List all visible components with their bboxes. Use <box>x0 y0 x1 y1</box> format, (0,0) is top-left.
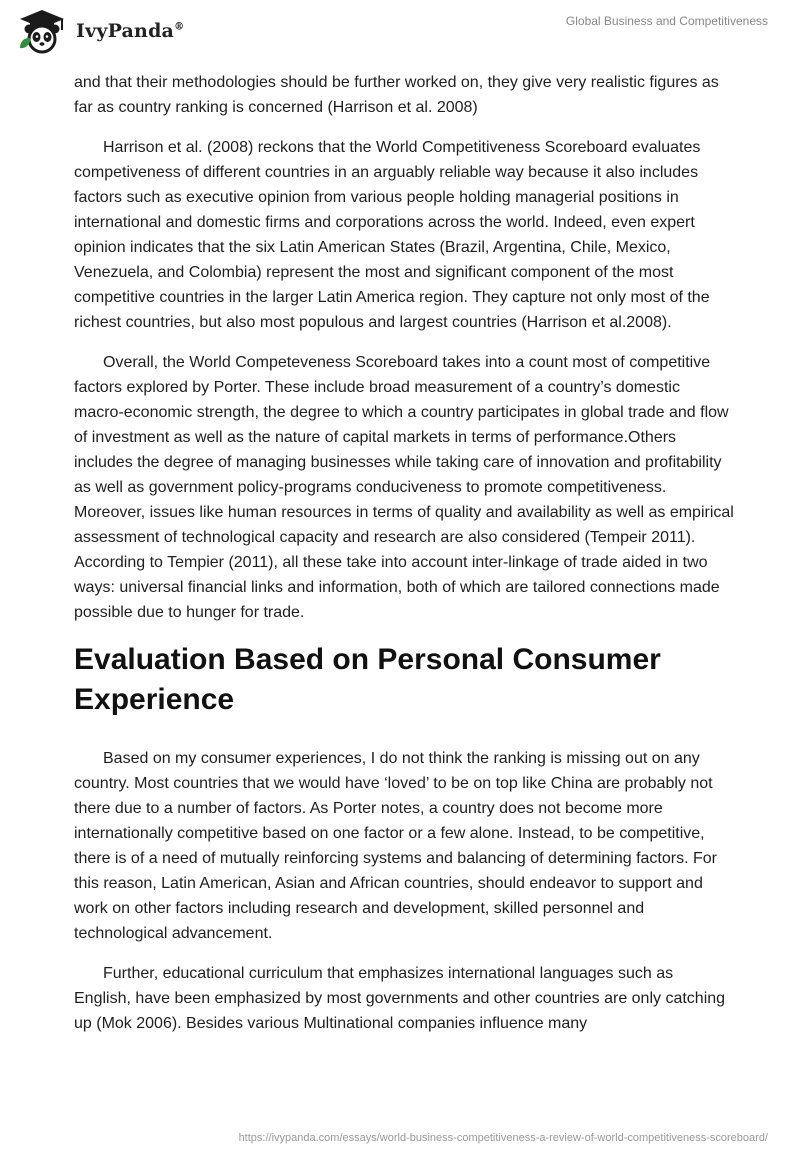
section-heading: Evaluation Based on Personal Consumer Experience <box>74 643 661 716</box>
page-header <box>0 0 800 70</box>
essay-content <box>74 70 734 1051</box>
paragraph-further: Further, educational curriculum that emphasizes international languages such as English, have been emphasized by most governments and other countries are only catching up (Mok 2006). Besides various Multinational companies influence many <box>74 965 726 1032</box>
ivypanda-logo[interactable] <box>16 8 184 54</box>
brand-name: IvyPanda® <box>76 20 185 42</box>
source-url[interactable]: https://ivypanda.com/essays/world-business-competitiveness-a-review-of-world-competitiveness-scoreboard/ <box>238 1132 768 1144</box>
paragraph-continued: and that their methodologies should be further worked on, they give very realistic figures as far as country ranking is concerned (Harrison et al. 2008) <box>74 74 719 116</box>
panda-graduation-icon <box>16 8 68 54</box>
paragraph-consumer-experience: Based on my consumer experiences, I do not think the ranking is missing out on any country. Most countries that we would have ‘loved’ to be on top like China are probably not there due to a number of factors. As Porter notes, a country does not become more internationally competitive based on one factor or a few alone. Instead, to be competitive, there is of a need of mutually reinforcing systems and balancing of determining factors. For this reason, Latin American, Asian and African countries, should endeavor to support and work on other factors including research and development, skilled personnel and technological advancement. <box>74 750 717 942</box>
document-title: Global Business and Competitiveness <box>565 14 768 28</box>
paragraph-harrison: Harrison et al. (2008) reckons that the World Competitiveness Scoreboard evaluates competiveness of different countries in an arguably reliable way because it also includes factors such as executive opinion from various people holding managerial positions in international and domestic firms and corporations across the world. Indeed, even expert opinion indicates that the six Latin American States (Brazil, Argentina, Chile, Mexico, Venezuela, and Colombia) represent the most and significant component of the most competitive countries in the larger Latin America region. They capture not only most of the richest countries, but also most populous and largest countries (Harrison et al.2008). <box>74 139 710 331</box>
paragraph-overall: Overall, the World Competeveness Scoreboard takes into a count most of competitive factors explored by Porter. These include broad measurement of a country’s domestic macro-economic strength, the degree to which a country participates in global trade and flow of investment as well as the nature of capital markets in terms of performance.Others includes the degree of managing businesses while taking care of innovation and profitability as well as government policy-programs conduciveness to promote competitiveness. Moreover, issues like human resources in terms of quality and availability as well as empirical assessment of technological capacity and research are also considered (Tempeir 2011). According to Tempier (2011), all these take into account inter-linkage of trade aided in two ways: universal financial links and information, both of which are tailored connections made possible due to hunger for trade. <box>74 354 734 621</box>
